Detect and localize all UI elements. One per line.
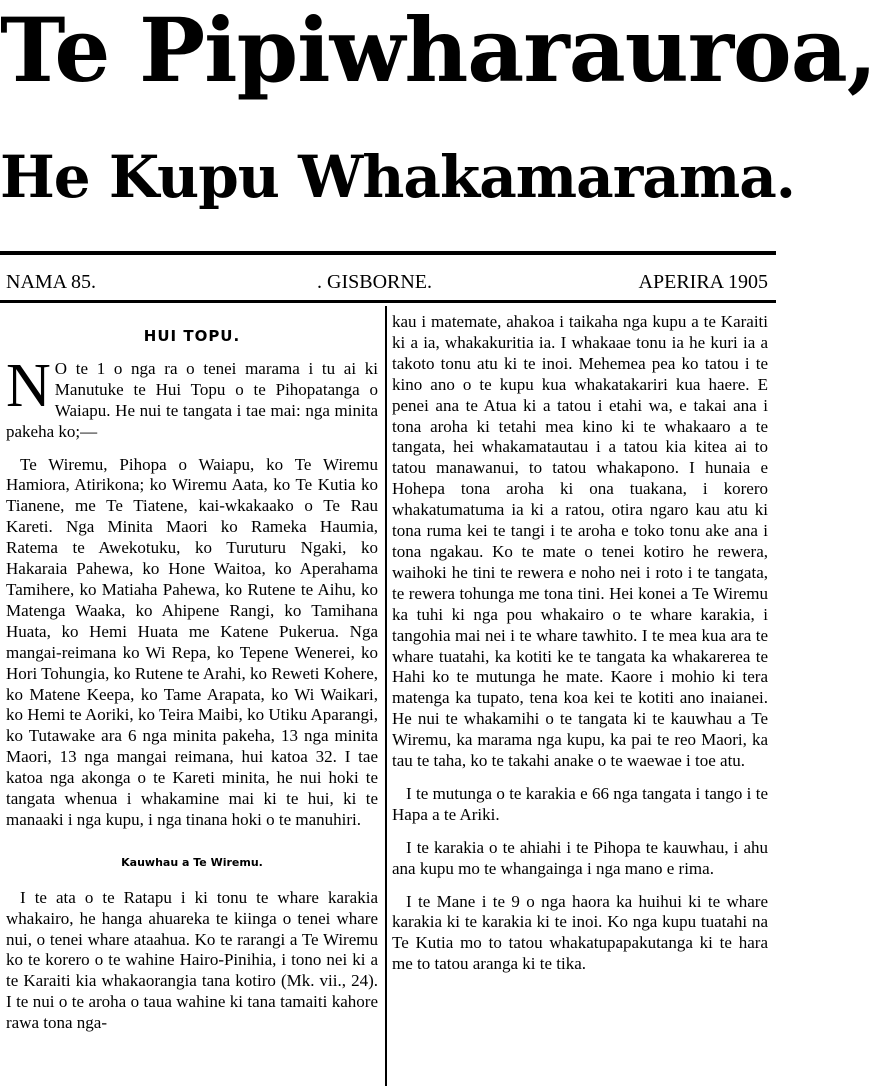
issue-place: . GISBORNE.: [317, 271, 433, 293]
article-heading: HUI TOPU.: [143, 327, 241, 345]
newspaper-subtitle: He Kupu Whakamarama.: [0, 143, 796, 211]
article-paragraph-3: I te ata o te Ratapu i ki tonu te whare karakia whakairo, he hanga ahuareka te kiinga o tenei whare nui, o tenei whare ataahua. Ko te rarangi a Te Wiremu ko te korero o te wahine Hairo-Pinihia, i tono nei ki a te Karaiti kia whakaorangia tana kotiro (Mk. vii., 24). I te nui o te aroha o taua wahine ki tana tamaiti kahore rawa tona nga-: [6, 887, 378, 1033]
left-column: [6, 326, 378, 1086]
article-paragraph-5: I te mutunga o te karakia e 66 nga tangata i tango i te Hapa a te Ariki.: [392, 783, 768, 824]
dateline-bottom-rule: [0, 300, 776, 303]
dateline: [6, 271, 768, 295]
masthead: [0, 0, 876, 250]
article-paragraph-6: I te karakia o te ahiahi i te Pihopa te kauwhau, i ahu ana kupu mo te whangainga i nga mano e rima.: [392, 837, 768, 878]
dateline-top-rule: [0, 251, 776, 255]
article-paragraph-7: I te Mane i te 9 o nga haora ka huihui ki te whare karakia ki te karakia ki te inoi. Ko nga kupu tuatahi na Te Kutia mo to tatou whakatupapakutanga ki te hara me to tatou aranga ki te tika.: [392, 891, 768, 974]
right-column: [392, 312, 768, 1086]
article-paragraph-1: [6, 351, 378, 443]
issue-date: APERIRA 1905: [638, 271, 768, 293]
issue-number: NAMA 85.: [6, 271, 97, 293]
article-paragraph-1-text: O te 1 o nga ra o tenei marama i tu ai ki Manutuke te Hui Topu o te Pihopatanga o Waiapu. He nui te tangata i tae mai: nga minita pakeha ko;—: [6, 358, 378, 441]
drop-cap: N: [6, 351, 51, 420]
article-paragraph-4: kau i matemate, ahakoa i taikaha nga kupu a te Karaiti ki a ia, whakakuritia ia. I whakaae tonu ia he kuri ia a takoto tonu atu ki te inoi. Mehemea pea ko tatou i te kino ano o te kupu kua whakatakariri kua haere. E penei ana te Atua ki a tatou i etahi wa, e takai ana i tona aroha ki tetahi mea kino ki te whakaaro a te tangata, hei whakamatautau i a tatou kia kitea ai to tatou manawanui, to tatou whakapono. I hunaia e Hohepa tona aroha ki ona tuakana, i korero whakatumatuma ia ki a ratou, otira ngaro kau atu ki tona ruma kei te tangi i te aroha e toko tonu ake ana i tona ngakau. Ko te mate o tenei kotiro he rewera, waihoki he tini te rewera e noho nei i roto i te tangata, te rewera tohunga me tona tini. Hei konei a Te Wiremu ka tuhi ki nga pou whakairo o te whare karakia, i tangohia mai nei i te whare tawhito. I te mea kua ara te whare tuatahi, ka kotiti ke te tangata ka whakarerea te Hahi ko te mutunga he mate. Kaore i mohio ki tera matenga ka tupato, tena koa kei te kotiti ano inaianei. He nui te whakamihi o te tangata ki te kauwhau a Te Wiremu, ka marama nga kupu, ka pai te reo Maori, ka tau te taha, ko te takahi anake o te waewae i toe atu.: [392, 312, 768, 771]
article-paragraph-2: Te Wiremu, Pihopa o Waiapu, ko Te Wiremu Hamiora, Atirikona; ko Wiremu Aata, ko Te Kutia ko Tianene, me Te Tiatene, kai-wkakaako o Te Rau Kareti. Nga Minita Maori ko Rameka Haumia, Ratema te Awekotuku, ko Turuturu Ngaki, ko Hakaraia Pahewa, ko Hone Waitoa, ko Aperahama Tamihere, ko Matiaha Pahewa, ko Rutene te Aihu, ko Matenga Waaka, ko Ahipene Rangi, ko Tamihana Huata, ko Hemi Huata me Katene Pukerua. Nga mangai-reimana ko Wi Repa, ko Tepene Wenerei, ko Hori Tohungia, ko Rutene te Arahi, ko Reweti Kohere, ko Matene Keepa, ko Tame Arapata, ko Wi Waikari, ko Hemi te Aoriki, ko Teira Maibi, ko Utiku Aparangi, ko Tutawake ara 6 nga minita pakeha, 13 nga minita Maori, 13 nga mangai reimana, hui katoa 32. I tae katoa nga akonga o te Kareti minita, he nui hoki te tangata whenua i whakamine mai ki te hui, ki te manaaki i nga kupu, i nga tinana hoki o te manuhiri.: [6, 454, 378, 829]
article-subheading: Kauwhau a Te Wiremu.: [121, 855, 263, 869]
column-divider: [385, 306, 387, 1086]
newspaper-title: Te Pipiwharauroa,: [0, 0, 876, 102]
